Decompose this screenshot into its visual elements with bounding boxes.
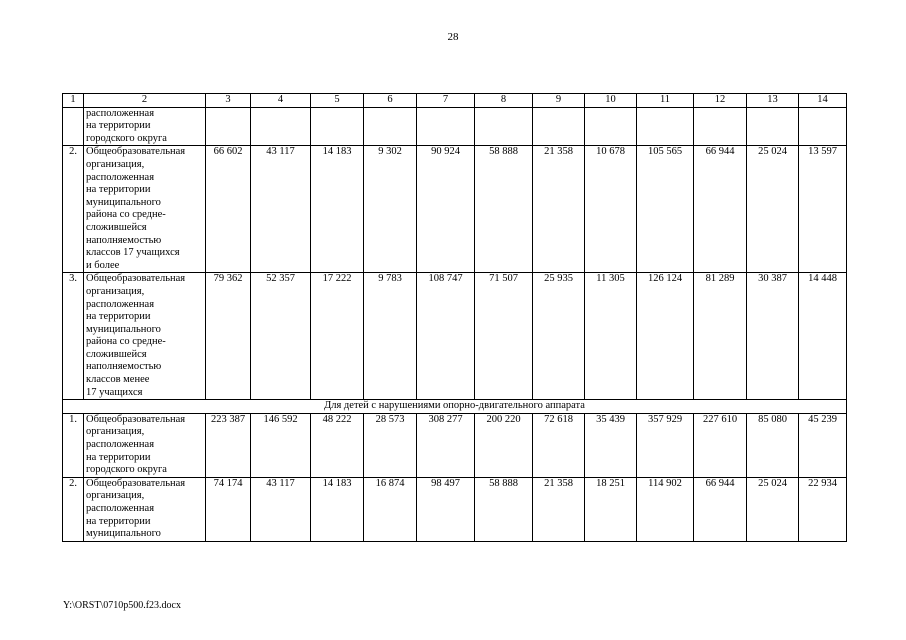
value-cell <box>694 107 747 146</box>
row-description: Общеобразовательная организация, расположенная на территории муниципального <box>84 477 206 541</box>
value-cell: 66 944 <box>694 477 747 541</box>
value-cell: 28 573 <box>364 413 417 477</box>
value-cell <box>251 107 311 146</box>
table-row <box>63 273 847 400</box>
value-cell <box>637 107 694 146</box>
header-cell: 5 <box>311 94 364 108</box>
table-row <box>63 107 847 146</box>
row-description: расположенная на территории городского округа <box>84 107 206 146</box>
header-cell: 11 <box>637 94 694 108</box>
value-cell: 9 302 <box>364 146 417 273</box>
value-cell: 66 944 <box>694 146 747 273</box>
header-cell: 12 <box>694 94 747 108</box>
header-cell: 4 <box>251 94 311 108</box>
value-cell: 10 678 <box>585 146 637 273</box>
value-cell <box>206 107 251 146</box>
value-cell: 52 357 <box>251 273 311 400</box>
value-cell: 25 024 <box>747 146 799 273</box>
row-number <box>63 107 84 146</box>
header-row <box>63 94 847 108</box>
row-description: Общеобразовательная организация, расположенная на территории муниципального района со средне- сложившейся наполняемостью классов менее 17 учащихся <box>84 273 206 400</box>
value-cell <box>364 107 417 146</box>
value-cell: 43 117 <box>251 477 311 541</box>
value-cell: 22 934 <box>799 477 847 541</box>
value-cell: 45 239 <box>799 413 847 477</box>
header-cell: 9 <box>533 94 585 108</box>
value-cell: 126 124 <box>637 273 694 400</box>
value-cell: 105 565 <box>637 146 694 273</box>
page-number: 28 <box>447 31 459 43</box>
value-cell: 43 117 <box>251 146 311 273</box>
value-cell: 58 888 <box>475 477 533 541</box>
table-row <box>63 477 847 541</box>
row-description: Общеобразовательная организация, расположенная на территории городского округа <box>84 413 206 477</box>
header-cell: 8 <box>475 94 533 108</box>
footer-file-path: Y:\ORST\0710p500.f23.docx <box>63 600 181 611</box>
row-number: 2. <box>63 477 84 541</box>
value-cell: 14 183 <box>311 477 364 541</box>
value-cell: 71 507 <box>475 273 533 400</box>
value-cell: 14 183 <box>311 146 364 273</box>
header-cell: 2 <box>84 94 206 108</box>
value-cell: 308 277 <box>417 413 475 477</box>
value-cell: 227 610 <box>694 413 747 477</box>
value-cell: 72 618 <box>533 413 585 477</box>
value-cell: 79 362 <box>206 273 251 400</box>
section-title: Для детей с нарушениями опорно-двигательного аппарата <box>63 400 847 414</box>
header-cell: 14 <box>799 94 847 108</box>
value-cell <box>311 107 364 146</box>
header-cell: 6 <box>364 94 417 108</box>
value-cell <box>585 107 637 146</box>
value-cell: 21 358 <box>533 146 585 273</box>
value-cell: 21 358 <box>533 477 585 541</box>
value-cell: 146 592 <box>251 413 311 477</box>
header-cell: 3 <box>206 94 251 108</box>
value-cell: 108 747 <box>417 273 475 400</box>
value-cell: 357 929 <box>637 413 694 477</box>
table-row <box>63 413 847 477</box>
value-cell: 18 251 <box>585 477 637 541</box>
value-cell <box>747 107 799 146</box>
value-cell: 17 222 <box>311 273 364 400</box>
value-cell: 81 289 <box>694 273 747 400</box>
value-cell: 98 497 <box>417 477 475 541</box>
header-cell: 10 <box>585 94 637 108</box>
value-cell <box>533 107 585 146</box>
value-cell: 66 602 <box>206 146 251 273</box>
value-cell: 14 448 <box>799 273 847 400</box>
value-cell <box>799 107 847 146</box>
section-row <box>63 400 847 414</box>
value-cell: 9 783 <box>364 273 417 400</box>
value-cell: 25 024 <box>747 477 799 541</box>
data-table <box>62 93 847 542</box>
value-cell: 35 439 <box>585 413 637 477</box>
value-cell <box>475 107 533 146</box>
value-cell: 85 080 <box>747 413 799 477</box>
row-number: 2. <box>63 146 84 273</box>
row-number: 1. <box>63 413 84 477</box>
header-cell: 1 <box>63 94 84 108</box>
value-cell <box>417 107 475 146</box>
value-cell: 114 902 <box>637 477 694 541</box>
value-cell: 74 174 <box>206 477 251 541</box>
value-cell: 48 222 <box>311 413 364 477</box>
header-cell: 7 <box>417 94 475 108</box>
row-description: Общеобразовательная организация, расположенная на территории муниципального района со средне- сложившейся наполняемостью классов 17 учащихся и более <box>84 146 206 273</box>
row-number: 3. <box>63 273 84 400</box>
table-row <box>63 146 847 273</box>
value-cell: 223 387 <box>206 413 251 477</box>
table-body <box>63 94 847 542</box>
value-cell: 90 924 <box>417 146 475 273</box>
value-cell: 200 220 <box>475 413 533 477</box>
value-cell: 25 935 <box>533 273 585 400</box>
value-cell: 58 888 <box>475 146 533 273</box>
header-cell: 13 <box>747 94 799 108</box>
value-cell: 16 874 <box>364 477 417 541</box>
value-cell: 13 597 <box>799 146 847 273</box>
value-cell: 11 305 <box>585 273 637 400</box>
value-cell: 30 387 <box>747 273 799 400</box>
